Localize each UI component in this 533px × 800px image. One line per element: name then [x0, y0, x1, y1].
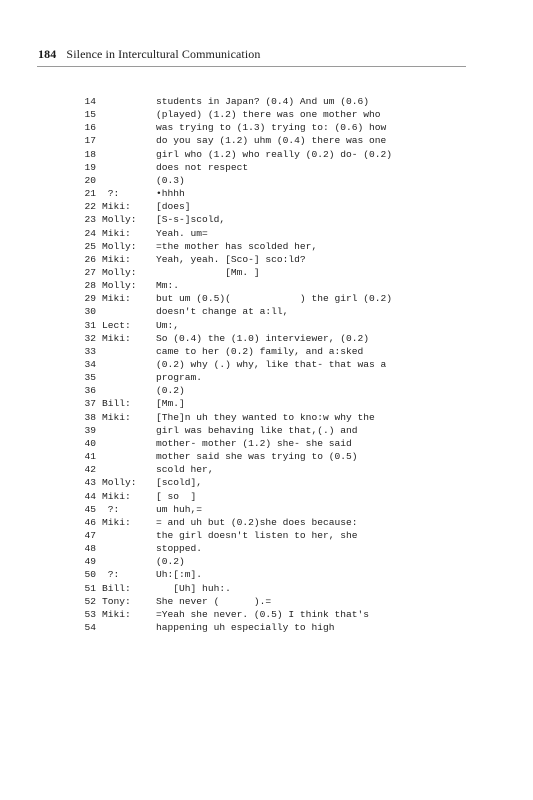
utterance: girl who (1.2) who really (0.2) do- (0.2) [156, 148, 393, 160]
speaker-label: Miki: [102, 253, 131, 265]
utterance: the girl doesn't listen to her, she [156, 529, 358, 541]
speaker-label: Molly: [102, 477, 137, 489]
utterance: =Yeah she never. (0.5) I think that's [156, 608, 370, 620]
line-number: 33 [84, 345, 96, 357]
speaker-label: Miki: [102, 227, 131, 239]
utterance: program. [156, 372, 203, 384]
utterance: scold her, [156, 464, 214, 476]
running-header [38, 47, 261, 62]
utterance: = and uh but (0.2)she does because: [156, 516, 358, 528]
utterance: mother- mother (1.2) she- she said [156, 437, 352, 449]
running-title: Silence in Intercultural Communication [66, 47, 261, 61]
line-number: 26 [84, 253, 96, 265]
speaker-label: Miki: [102, 516, 131, 528]
line-number: 22 [84, 201, 96, 213]
line-number: 16 [84, 122, 96, 134]
speaker-label: Molly: [102, 240, 137, 252]
utterance: She never ( ).= [156, 595, 272, 607]
line-number: 42 [84, 464, 96, 476]
line-number: 49 [84, 556, 96, 568]
speaker-label: Miki: [102, 332, 131, 344]
line-number: 28 [84, 280, 96, 292]
utterance: So (0.4) the (1.0) interviewer, (0.2) [156, 332, 370, 344]
line-number: 35 [84, 372, 96, 384]
speaker-label: Miki: [102, 608, 131, 620]
line-number: 45 [84, 503, 96, 515]
line-number: 34 [84, 359, 96, 370]
line-number: 20 [84, 174, 96, 186]
line-number: 23 [84, 214, 96, 226]
line-number: 15 [84, 109, 96, 121]
speaker-label: ?: [102, 503, 120, 515]
line-number: 54 [84, 622, 96, 633]
utterance: Yeah, yeah. [Sco-] sco:ld? [156, 253, 306, 265]
speaker-label: Miki: [102, 293, 131, 305]
utterance: girl was behaving like that,(.) and [156, 424, 358, 436]
line-number: 38 [84, 411, 96, 423]
speaker-label: Tony: [102, 595, 131, 607]
line-number: 25 [84, 240, 96, 252]
utterance: (0.2) [156, 385, 185, 397]
line-number: 52 [84, 595, 96, 607]
line-number: 40 [84, 437, 96, 449]
speaker-label: ?: [102, 569, 120, 581]
line-number: 51 [84, 582, 96, 594]
utterance: [does] [156, 201, 191, 213]
line-number: 36 [84, 385, 96, 397]
line-number: 17 [84, 135, 96, 147]
line-number: 27 [84, 266, 96, 278]
line-number: 39 [84, 424, 96, 436]
utterance: do you say (1.2) uhm (0.4) there was one [156, 135, 387, 147]
utterance: mother said she was trying to (0.5) [156, 451, 358, 463]
utterance: (0.2) [156, 556, 185, 568]
utterance: was trying to (1.3) trying to: (0.6) how [156, 122, 387, 134]
line-number: 50 [84, 569, 96, 581]
line-number: 43 [84, 477, 96, 489]
utterance: [Uh] huh:. [156, 582, 231, 594]
speaker-label: Bill: [102, 582, 131, 594]
line-number: 19 [84, 161, 96, 173]
utterance: students in Japan? (0.4) And um (0.6) [156, 96, 370, 107]
speaker-label: Molly: [102, 280, 137, 292]
utterance: Mm:. [156, 280, 180, 292]
utterance: [scold], [156, 477, 203, 489]
speaker-label: Bill: [102, 398, 131, 410]
line-number: 31 [84, 319, 96, 331]
line-number: 47 [84, 529, 96, 541]
utterance: [ so ] [156, 490, 197, 502]
utterance: [The]n uh they wanted to kno:w why the [156, 411, 375, 423]
line-number: 21 [84, 188, 96, 200]
utterance: [Mm. ] [156, 266, 260, 278]
utterance: Yeah. um= [156, 227, 208, 239]
utterance: (0.2) why (.) why, like that- that was a [156, 359, 387, 370]
line-number: 32 [84, 332, 96, 344]
utterance: Um:, [156, 319, 180, 331]
utterance: =the mother has scolded her, [156, 240, 318, 252]
utterance: came to her (0.2) family, and a:sked [156, 345, 364, 357]
utterance: [S-s-]scold, [156, 214, 226, 226]
line-number: 46 [84, 516, 96, 528]
utterance: doesn't change at a:ll, [156, 306, 289, 318]
speaker-label: Molly: [102, 266, 137, 278]
line-number: 24 [84, 227, 96, 239]
line-number: 29 [84, 293, 96, 305]
line-number: 53 [84, 608, 96, 620]
page-number: 184 [38, 47, 57, 61]
line-number: 37 [84, 398, 96, 410]
utterance: •hhhh [156, 188, 185, 200]
line-number: 30 [84, 306, 96, 318]
utterance: but um (0.5)( ) the girl (0.2) [156, 293, 393, 305]
line-number: 18 [84, 148, 96, 160]
speaker-label: Lect: [102, 319, 131, 331]
line-number: 41 [84, 451, 96, 463]
utterance: [Mm.] [156, 398, 185, 410]
speaker-label: Miki: [102, 411, 131, 423]
speaker-label: Miki: [102, 201, 131, 213]
utterance: does not respect [156, 161, 249, 173]
utterance: happening uh especially to high [156, 622, 335, 633]
utterance: stopped. [156, 543, 203, 555]
utterance: Uh:[:m]. [156, 569, 203, 581]
utterance: (played) (1.2) there was one mother who [156, 109, 381, 121]
line-number: 48 [84, 543, 96, 555]
header-rule [37, 66, 466, 67]
utterance: um huh,= [156, 503, 203, 515]
speaker-label: Miki: [102, 490, 131, 502]
utterance: (0.3) [156, 174, 185, 186]
speaker-label: ?: [102, 188, 120, 200]
line-number: 14 [84, 96, 96, 107]
line-number: 44 [84, 490, 96, 502]
speaker-label: Molly: [102, 214, 137, 226]
